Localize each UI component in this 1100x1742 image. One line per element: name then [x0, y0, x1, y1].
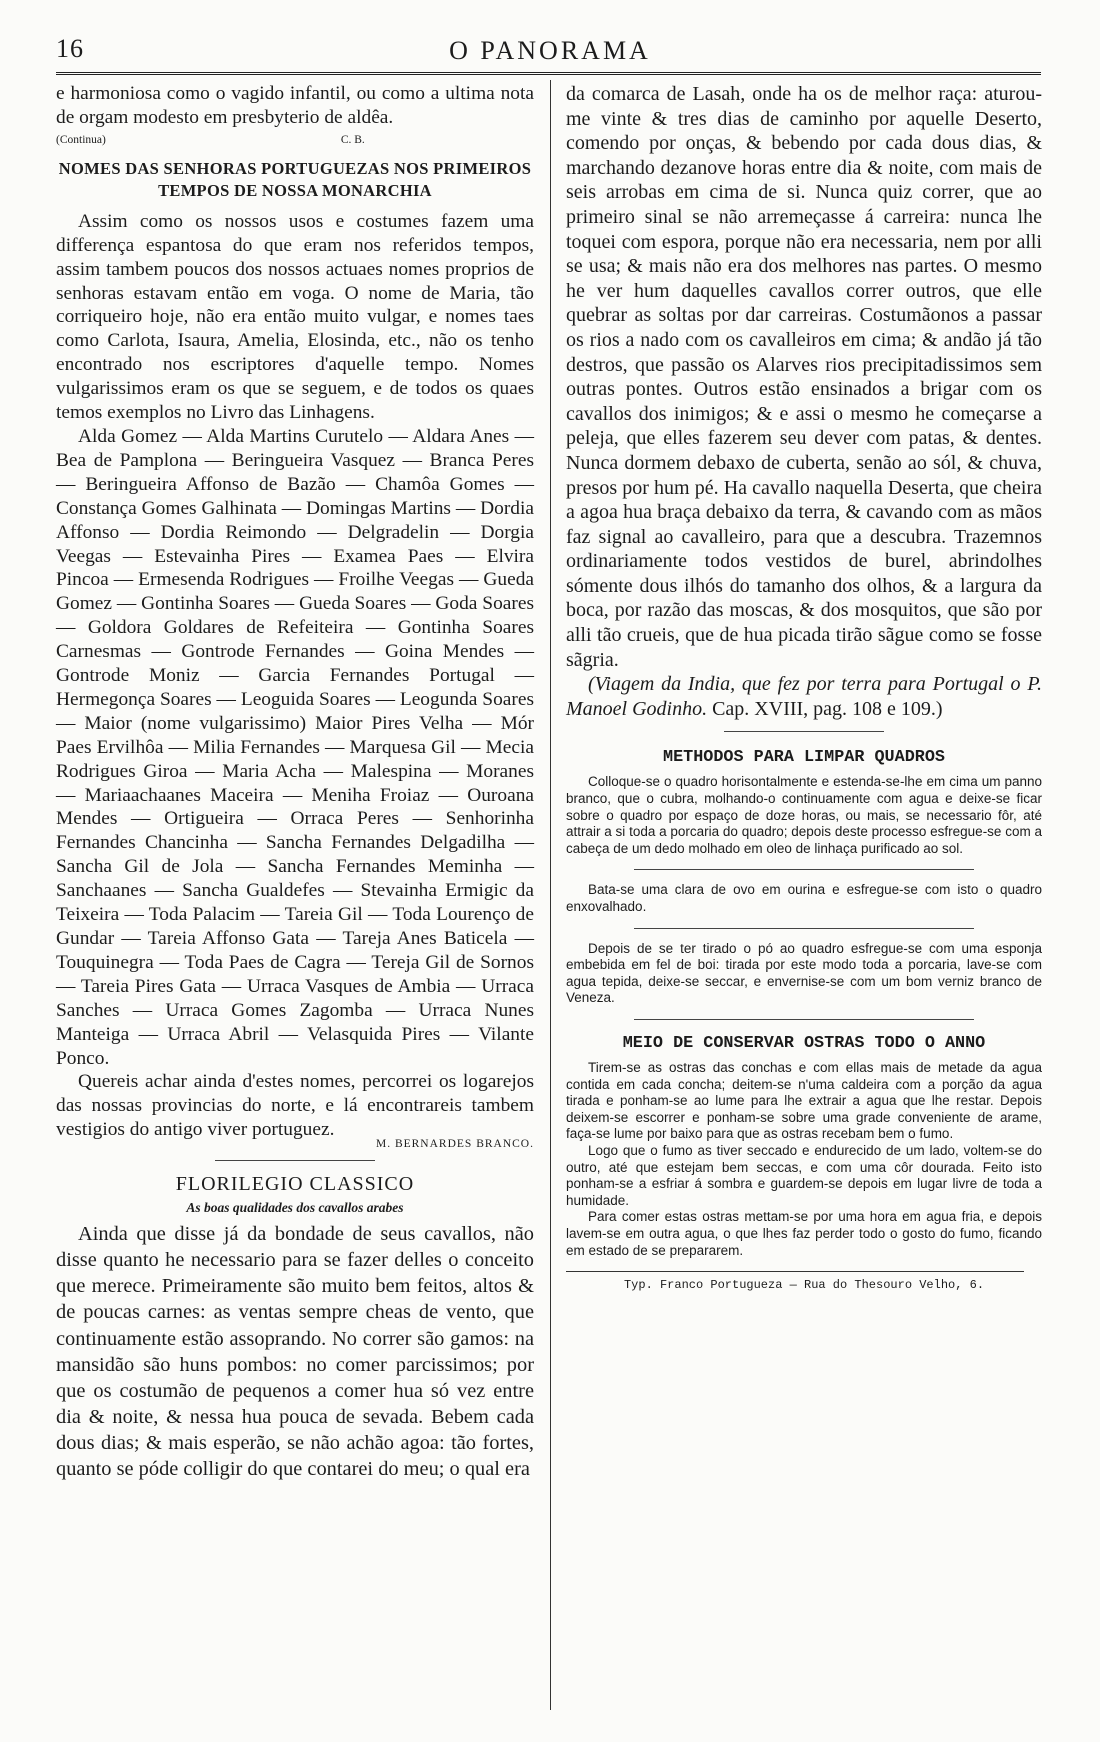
continua-line [56, 132, 534, 148]
page-number: 16 [56, 34, 84, 63]
continua-signature: C. B. [340, 133, 365, 146]
ostras-paragraph-3: Para comer estas ostras mettam-se por uma hora em agua fria, e depois lavem-se em outra agua, o que lhes faz perder todo o gosto do fumo, ficando em estado de se prepararem. [566, 1209, 1042, 1258]
section-rule [215, 1160, 375, 1161]
right-column [566, 82, 1042, 1292]
florilegio-continued: da comarca de Lasah, onde ha os de melhor raça: aturou-me vinte & tres dias de caminho por aquelle Deserto, comendo por onças, & bebendo por cada dous dias, & marchando dezanove horas entre dia & noite, com mais de seis arrobas em cima de si. Nunca quiz correr, que ao primeiro sinal se não arremeçasse á carreira: nunca lhe toquei com espora, porque não era necessaria, nem por alli se usa; & mais não era dos melhores nas partes. O mesmo he ver hum daquelles cavallos correr outros, que elle quebrar as soltas por dar carreiras. Costumãonos a passar os rios a nado com os cavalleiros em cima; & andão já tão destros, que passão os Alarves rios precipitadissimos sem outras pontes. Outros estão ensinados a brigar com os cavallos dos inimigos; & e assi o mesmo he começarse a peleja, que elles fazerem seu dever com patas, & dentes. Nunca dormem debaxo de cuberta, senão ao sól, & chuva, presos por hum pé. Ha cavallo naquella Deserta, que cheira a agoa hua braça debaixo da terra, & cavando com as mãos faz signal ao cavalleiro, para que a descubra. Trazemnos ordinariamente todos vestidos de burel, abrindolhes sómente dous ilhós do tamanho dos olhos, & a largura da boca, por razão das moscas, & dos mosquitos, que são por alli tão crueis, que de hua picada tirão sãgue como se fosse sãgria. [566, 83, 1042, 671]
ostras-paragraph-2: Logo que o fumo as tiver seccado e endurecido de um lado, voltem-se do outro, até que estejam bem seccas, e com uma côr dourada. Feito isto ponham-se a esfriar á sombra e guardem-se depois em lugar livre de toda a humidade. [566, 1142, 1042, 1208]
nomes-closing: Quereis achar ainda d'estes nomes, percorrei os logarejos das nossas provincias do norte, e lá encontrareis tambem vestigios do antigo viver portuguez. [56, 1071, 534, 1141]
methodos-paragraph-3: Depois de se ter tirado o pó ao quadro esfregue-se com uma esponja embebida em fel de boi: tirada por este modo toda a porcaria, lave-se com agua tepida, deixe-se seccar, e envernise-se com um bom verniz branco de Veneza. [566, 940, 1042, 1006]
bottom-rule [566, 1271, 1024, 1272]
nomes-author: M. BERNARDES BRANCO. [375, 1138, 534, 1151]
methodos-paragraph-1: Colloque-se o quadro horisontalmente e estenda-se-lhe em cima um panno branco, que o cubra, molhando-o continuamente com agua e deixe-se ficar sobre o quadro por espaço de doze horas, ou mais, se necessario fôr, até attrair a si toda a porcaria do quadro; depois deste processo esfregue-se com a cabeça de um dedo molhado em oleo de linhaça purificado ao sol. [566, 774, 1042, 856]
section-rule [724, 731, 884, 732]
section-rule [634, 1019, 974, 1020]
column-divider [550, 80, 551, 1710]
section-rule [634, 869, 974, 870]
citation-source: (Viagem da India, que fez por terra para Portugal o P. Manoel Godinho. [566, 673, 1042, 720]
running-head: O PANORAMA [449, 36, 651, 65]
citation [566, 672, 1042, 721]
header-rule [56, 72, 1041, 75]
florilegio-text: Ainda que disse já da bondade de seus cavallos, não disse quanto he necessario para se fazer delles o conceito que merece. Primeiramente são muito bem feitos, altos & de poucas carnes: as ventas sempre cheas de vento, que continuamente estão assoprando. No correr são gamos: na mansidão são huns pombos: no comer parcissimos; por que os costumão de pequenos a comer hua só vez entre dia & noite, & nessa hua pouca de sevada. Bebem cada dous dias; & mais esperão, se não achão agoa: tão fortes, quanto se póde colligir do que contarei do meu; o qual era [56, 1223, 534, 1480]
continued-text: e harmoniosa como o vagido infantil, ou como a ultima nota de orgam modesto em presbyterio de aldêa. [56, 83, 534, 128]
nomes-title: NOMES DAS SENHORAS PORTUGUEZAS NOS PRIMEIROS TEMPOS DE NOSSA MONARCHIA [58, 158, 532, 200]
left-column [56, 82, 534, 1482]
ostras-title: MEIO DE CONSERVAR OSTRAS TODO O ANNO [622, 1033, 986, 1053]
florilegio-title: FLORILEGIO CLASSICO [175, 1173, 415, 1196]
section-rule [634, 928, 974, 929]
nomes-list: Alda Gomez — Alda Martins Curutelo — Aldara Anes — Bea de Pamplona — Beringueira Vasquez — Branca Peres — Beringueira Affonso de Bazão — Chamôa Gomes — Constança Gomes Galhinata — Domingas Martins — Dordia Affonso — Dordia Reimondo — Delgradelin — Dorgia Veegas — Estevainha Pires — Examea Paes — Elvira Pincoa — Ermesenda Rodrigues — Froilhe Veegas — Gueda Gomez — Gontinha Soares — Gueda Soares — Goda Soares — Goldora Goldares de Refeiteira — Gontinha Soares Carnesmas — Gontrode Fernandes — Goina Mendes — Gontrode Moniz — Garcia Fernandes Portugal — Hermegonça Soares — Leoguida Soares — Leogunda Soares — Maior (nome vulgarissimo) Maior Pires Velha — Mór Paes Ervilhôa — Milia Fernandes — Marquesa Gil — Mecia Rodrigues Giroa — Maria Acha — Malespina — Moranes — Mariaachaanes Maceira — Meniha Froiaz — Ouroana Mendes — Ortigueira — Orraca Peres — Senhorinha Fernandes Chancinha — Sancha Fernandes Delgadilha — Sancha Gil de Jola — Sancha Fernandes Meminha — Sanchaanes — Sancha Gualdefes — Stevainha Ermigic da Teixeira — Toda Palacim — Tareia Gil — Toda Lourenço de Gundar — Tareia Affonso Gata — Tareja Anes Baticela — Touquinegra — Toda Paes de Cagra — Tereja Gil de Sornos — Tareia Pires Gata — Urraca Vasques de Ambia — Urraca Sanches — Urraca Gomes Zagomba — Urraca Nunes Manteiga — Urraca Abril — Velasquida Pires — Vilante Ponco. [56, 425, 534, 1069]
continua-label: (Continua) [56, 133, 106, 146]
florilegio-subtitle: As boas qualidades dos cavallos arabes [186, 1200, 404, 1216]
methodos-paragraph-2: Bata-se uma clara de ovo em ourina e esfregue-se com isto o quadro enxovalhado. [566, 882, 1042, 914]
imprint: Typ. Franco Portugueza — Rua do Thesouro Velho, 6. [623, 1278, 985, 1293]
ostras-paragraph-1: Tirem-se as ostras das conchas e com ellas mais de metade da agua contida em cada concha; deitem-se n'uma caldeira com a porção da agua tirada e ponham-se ao lume para lhe extrair a agua que lhe restar. Depois deixem-se escorrer e ponham-se sobre uma grade conveniente de arame, faça-se lume por baixo para que as ostras recebam bem o fumo. [566, 1059, 1042, 1142]
citation-reference: Cap. XVIII, pag. 108 e 109.) [712, 697, 943, 720]
methodos-title: METHODOS PARA LIMPAR QUADROS [663, 748, 945, 768]
nomes-intro: Assim como os nossos usos e costumes fazem uma differença espantosa do que eram nos referidos tempos, assim tambem poucos dos nossos actuaes nomes proprios de senhoras estavam então em voga. O nome de Maria, tão corriqueiro hoje, não era então muito vulgar, e nomes taes como Carlota, Isaura, Amelia, Elosinda, etc., não os tenho encontrado nos escriptores d'aquelle tempo. Nomes vulgarissimos eram os que se seguem, e de todos os quaes temos exemplos no Livro das Linhagens. [56, 210, 534, 424]
